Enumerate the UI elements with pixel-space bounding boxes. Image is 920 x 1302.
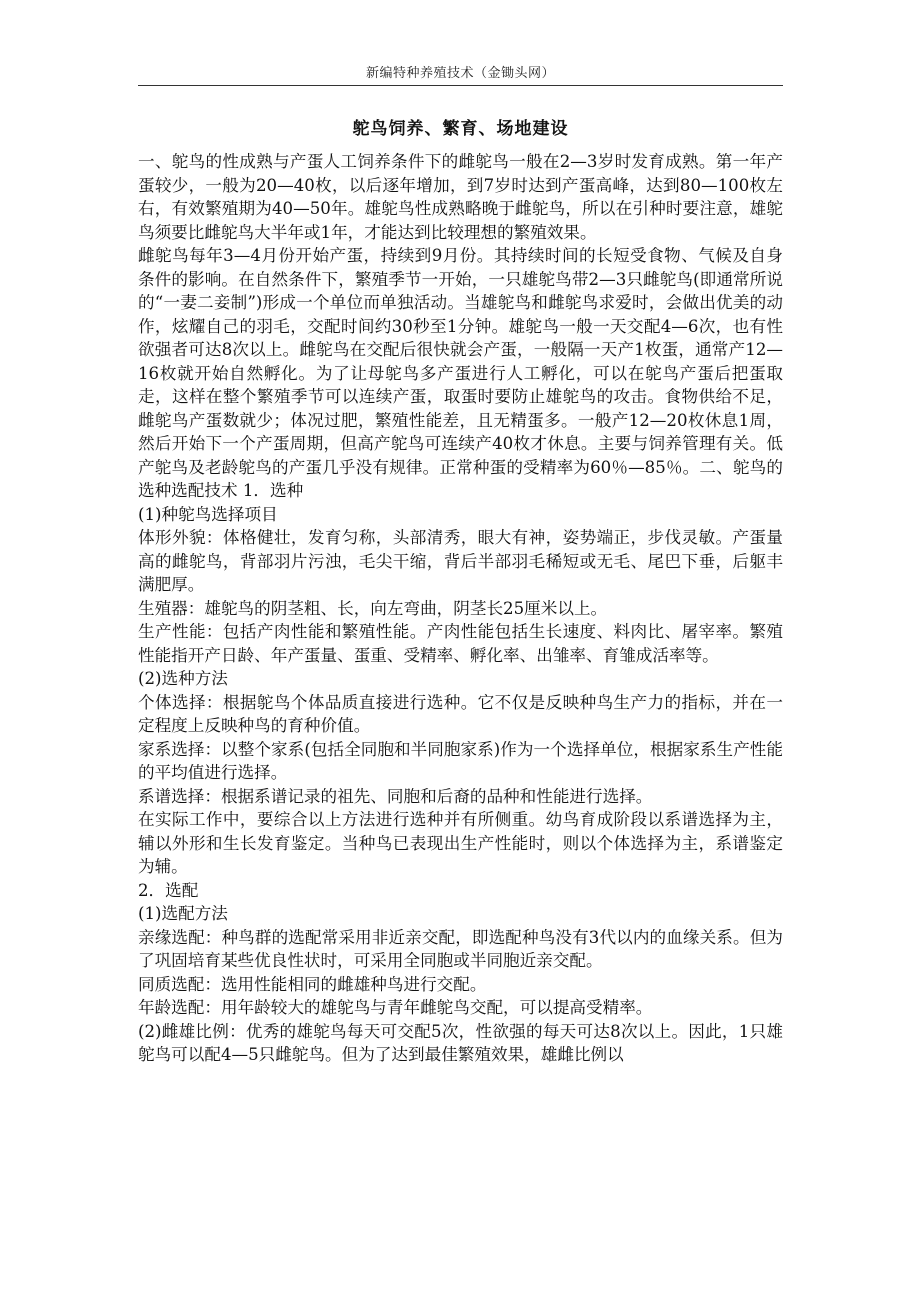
document-title: 鸵鸟饲养、繁育、场地建设: [352, 119, 569, 139]
paragraph: 一、鸵鸟的性成熟与产蛋人工饲养条件下的雌鸵鸟一般在2—3岁时发育成熟。第一年产蛋较少，一般为20—40枚，以后逐年增加，到7岁时达到产蛋高峰，达到80—100枚左右，有效繁殖期为40—50年。雄鸵鸟性成熟略晚于雌鸵鸟，所以在引种时要注意，雄鸵鸟须要比雌鸵鸟大半年或1年，才能达到比较理想的繁殖效果。: [138, 152, 783, 242]
paragraph: (2)雌雄比例：优秀的雄鸵鸟每天可交配5次，性欲强的每天可达8次以上。因此，1只雄鸵鸟可以配4—5只雌鸵鸟。但为了达到最佳繁殖效果，雄雌比例以: [138, 1021, 783, 1064]
paragraph: 雌鸵鸟每年3—4月份开始产蛋，持续到9月份。其持续时间的长短受食物、气候及自身条件的影响。在自然条件下，繁殖季节一开始，一只雄鸵鸟带2—3只雌鸵鸟(即通常所说的“一妻二妾制”)形成一个单位而单独活动。当雄鸵鸟和雌鸵鸟求爱时，会做出优美的动作，炫耀自己的羽毛，交配时间约30秒至1分钟。雄鸵鸟一般一天交配4—6次，也有性欲强者可达8次以上。雌鸵鸟在交配后很快就会产蛋，一般隔一天产1枚蛋，通常产12—16枚就开始自然孵化。为了让母鸵鸟多产蛋进行人工孵化，可以在鸵鸟产蛋后把蛋取走，这样在整个繁殖季节可以连续产蛋，取蛋时要防止雄鸵鸟的攻击。食物供给不足，雌鸵鸟产蛋数就少；体况过肥，繁殖性能差，且无精蛋多。一般产12—20枚休息1周，然后开始下一个产蛋周期，但高产鸵鸟可连续产40枚才休息。主要与饲养管理有关。低产鸵鸟及老龄鸵鸟的产蛋几乎没有规律。正常种蛋的受精率为60％—85％。二、鸵鸟的选种选配技术 1．选种: [138, 246, 783, 500]
paragraph: 2．选配: [138, 880, 199, 900]
paragraph: 家系选择：以整个家系(包括全同胞和半同胞家系)作为一个选择单位，根据家系生产性能的平均值进行选择。: [138, 739, 783, 782]
paragraph: 生殖器：雄鸵鸟的阴茎粗、长，向左弯曲，阴茎长25厘米以上。: [138, 598, 608, 618]
paragraph: 亲缘选配：种鸟群的选配常采用非近亲交配，即选配种鸟没有3代以内的血缘关系。但为了巩固培育某些优良性状时，可采用全同胞或半同胞近亲交配。: [138, 927, 783, 970]
paragraph: 在实际工作中，要综合以上方法进行选种并有所侧重。幼鸟育成阶段以系谱选择为主，辅以外形和生长发育鉴定。当种鸟已表现出生产性能时，则以个体选择为主，系谱鉴定为辅。: [138, 810, 783, 876]
paragraph: 生产性能：包括产肉性能和繁殖性能。产肉性能包括生长速度、料肉比、屠宰率。繁殖性能指开产日龄、年产蛋量、蛋重、受精率、孵化率、出雏率、育雏成活率等。: [138, 622, 783, 665]
paragraph: 年龄选配：用年龄较大的雄鸵鸟与青年雌鸵鸟交配，可以提高受精率。: [138, 998, 653, 1017]
paragraph: 系谱选择：根据系谱记录的祖先、同胞和后裔的品种和性能进行选择。: [138, 786, 653, 806]
paragraph: 个体选择：根据鸵鸟个体品质直接进行选种。它不仅是反映种鸟生产力的指标，并在一定程度上反映种鸟的育种价值。: [138, 692, 783, 735]
header-divider: [138, 85, 783, 86]
paragraph: 同质选配：选用性能相同的雌雄种鸟进行交配。: [138, 974, 487, 994]
paragraph: (1)选配方法: [138, 904, 228, 923]
paragraph: 体形外貌：体格健壮，发育匀称，头部清秀，眼大有神，姿势端正，步伐灵敏。产蛋量高的雌鸵鸟，背部羽片污浊，毛尖干缩，背后半部羽毛稀短或无毛、尾巴下垂，后躯丰满肥厚。: [138, 528, 783, 594]
document-body: [138, 150, 783, 1067]
running-header: 新编特种养殖技术（金锄头网）: [365, 66, 555, 81]
paragraph: (2)选种方法: [138, 669, 228, 688]
paragraph: (1)种鸵鸟选择项目: [138, 504, 278, 524]
